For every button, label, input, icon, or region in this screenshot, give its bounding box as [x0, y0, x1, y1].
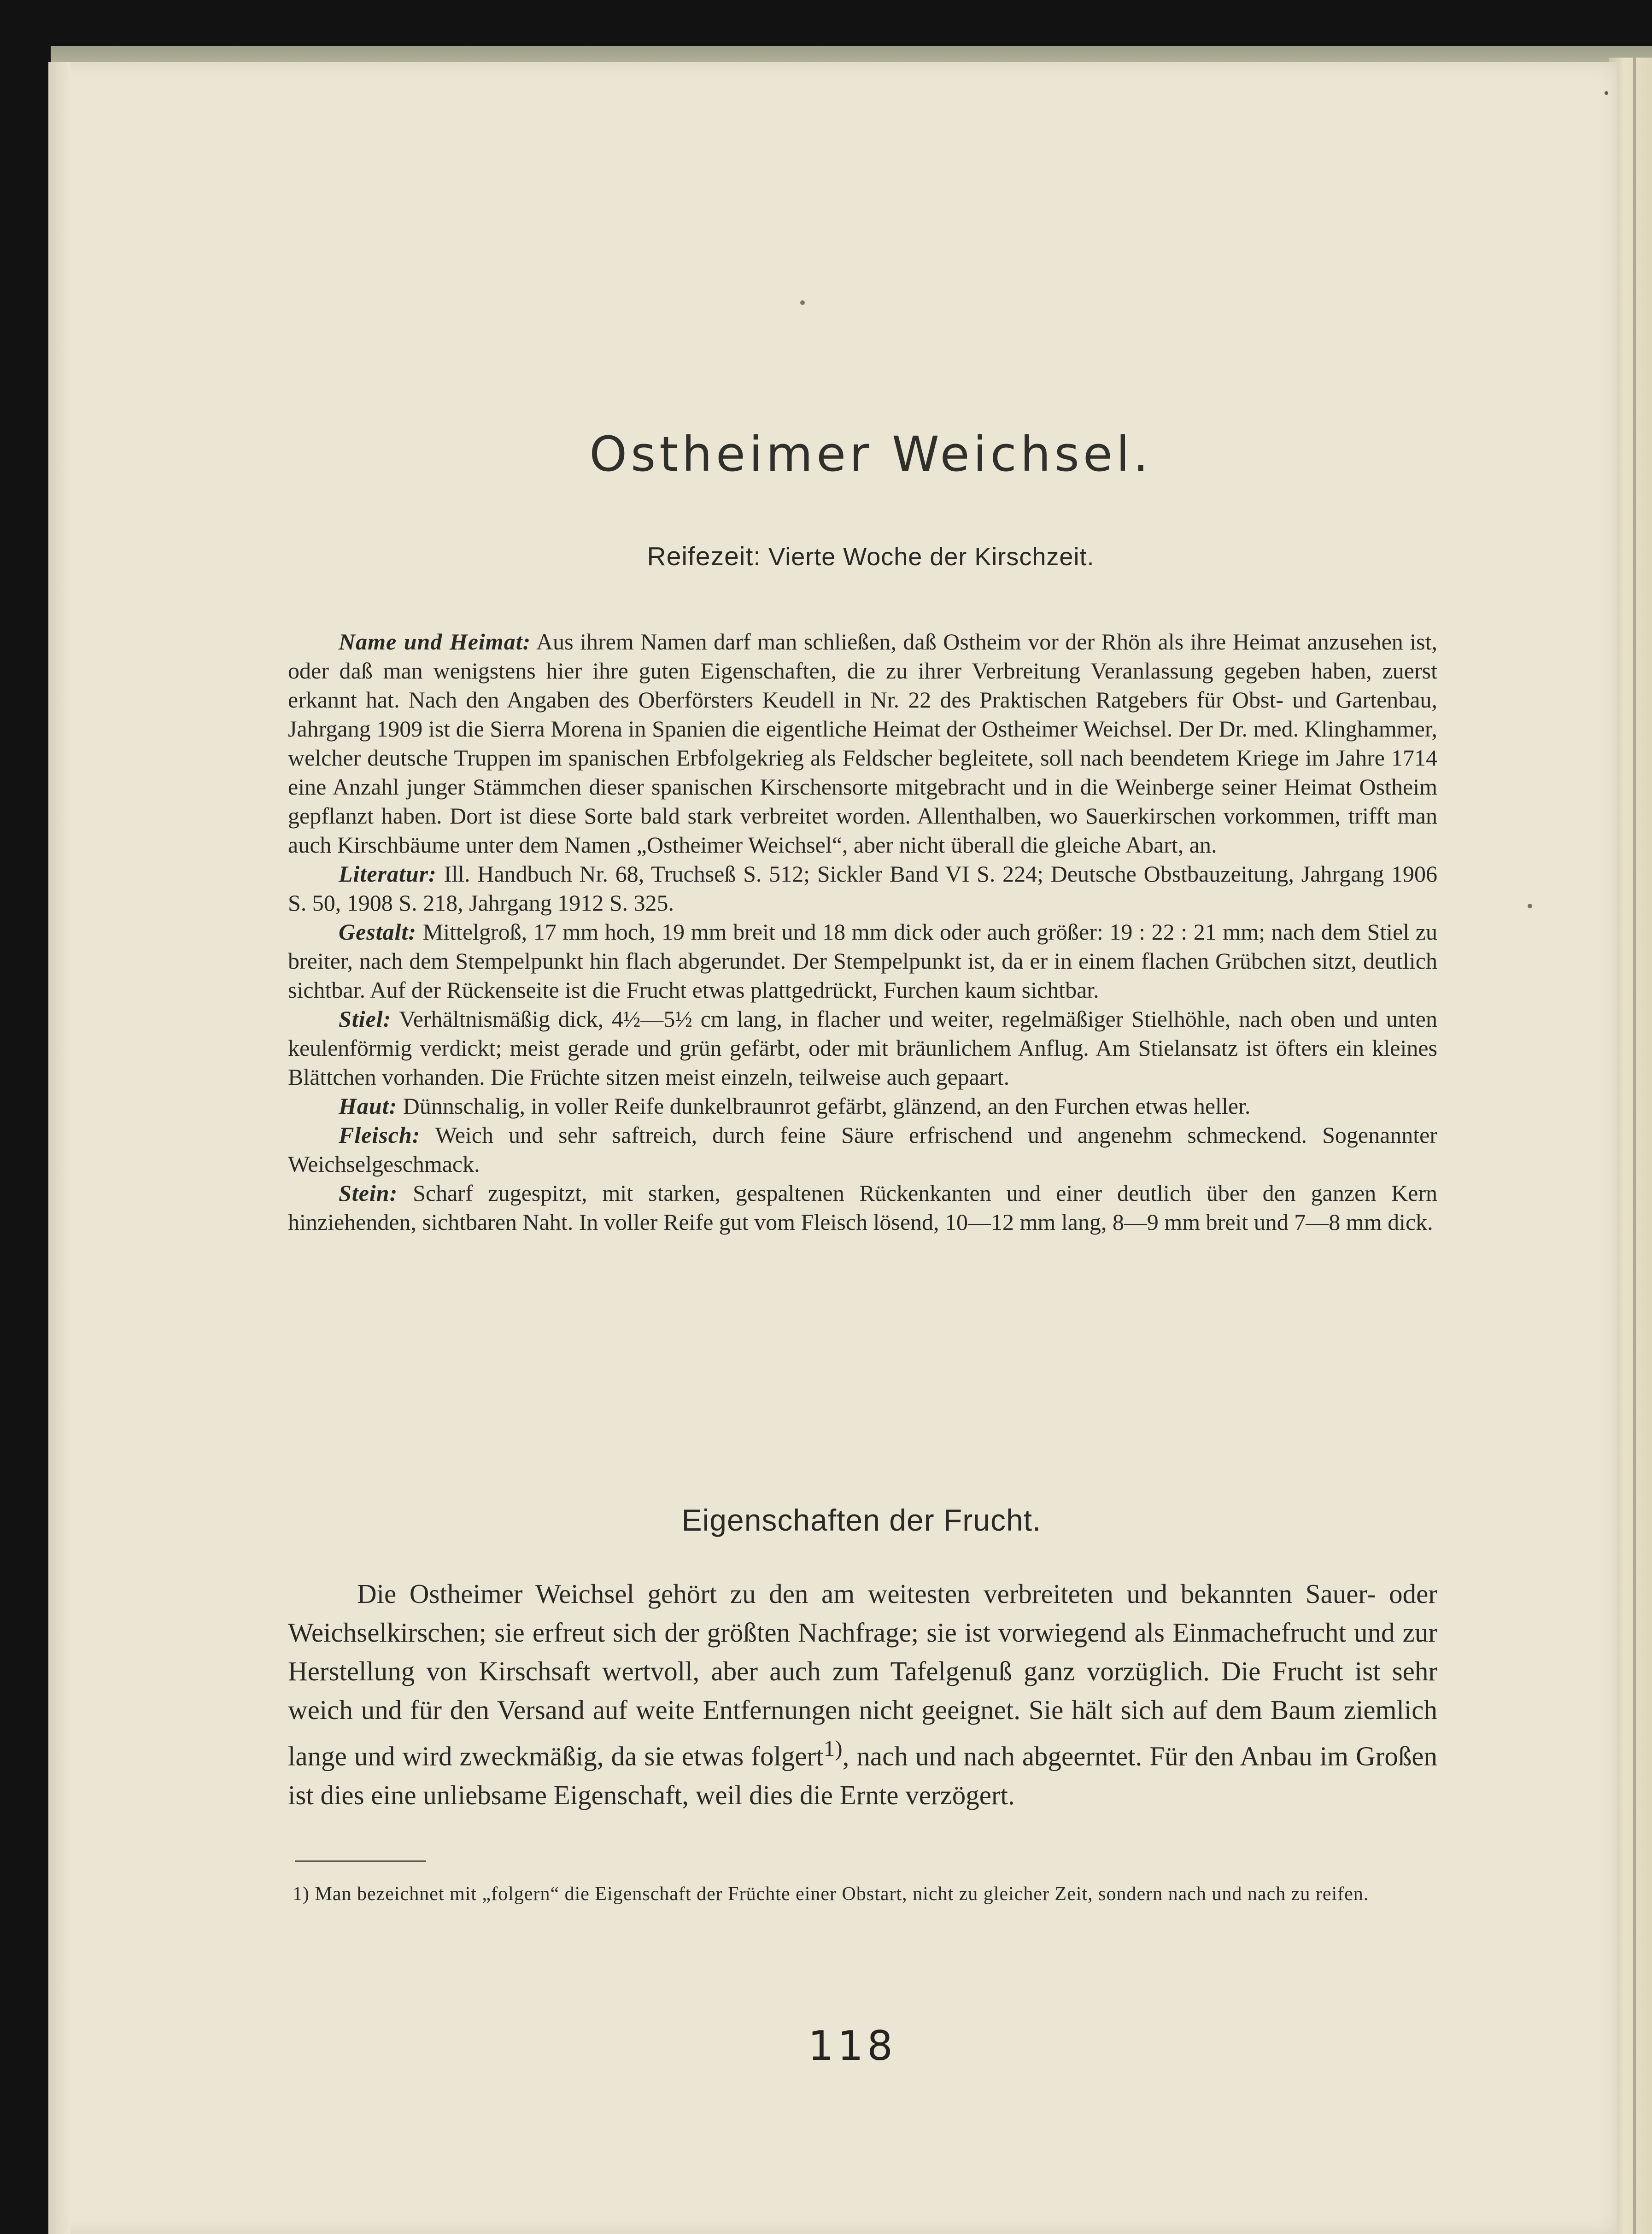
paper-spot — [1605, 91, 1608, 95]
section-text: Scharf zugespitzt, mit starken, gespaltenen Rückenkanten und einer deutlich über den ganzen Kern hinziehenden, sichtbaren Naht. In voller Reife gut vom Fleisch lösend, 10—12 mm lang, 8—9 mm breit und 7—8 mm dick. — [288, 1180, 1437, 1235]
section-label: Literatur: — [339, 861, 437, 887]
footnote — [293, 1880, 1437, 1908]
right-page-edge-shadow — [1633, 58, 1636, 2234]
eigenschaften-text-before-note: Die Ostheimer Weichsel gehört zu den am weitesten verbreiteten und bekannten Sauer- oder Weichselkirschen; sie erfreut sich der größten Nachfrage; sie ist vorwiegend als Einmachefrucht und zur Herstellung von Kirschsaft wertvoll, aber auch zum Tafelgenuß ganz vorzüglich. Die Frucht ist sehr weich und für den Versand auf weite Entfernungen nicht geeignet. Sie hält sich auf dem Baum ziemlich lange und wird zweckmäßig, da sie etwas folgert — [288, 1579, 1437, 1772]
section-fleisch — [288, 1121, 1437, 1179]
section-label: Haut: — [339, 1093, 398, 1119]
description-block — [288, 627, 1437, 1237]
section-text: Aus ihrem Namen darf man schließen, daß Ostheim vor der Rhön als ihre Heimat anzusehen ist, oder daß man wenigstens hier ihre guten Eigenschaften, die zu ihrer Verbreitung Veranlassung gegeben haben, zuerst erkannt hat. Nach den Angaben des Oberförsters Keudell in Nr. 22 des Praktischen Ratgebers für Obst- und Gartenbau, Jahrgang 1909 ist die Sierra Morena in Spanien die eigentliche Heimat der Ostheimer Weichsel. Der Dr. med. Klinghammer, welcher deutsche Truppen im spanischen Erbfolgekrieg als Feldscher begleitete, soll nach beendetem Kriege im Jahre 1714 eine Anzahl junger Stämmchen dieser spanischen Kirschensorte mitgebracht und in die Weinberge seiner Heimat Ostheim gepflanzt haben. Dort ist diese Sorte bald stark verbreitet worden. Allenthalben, wo Sauerkirschen vorkommen, trifft man auch Kirschbäume unter dem Namen „Ostheimer Weichsel“, aber nicht überall die gleiche Abart, an. — [288, 629, 1438, 858]
section-name-heimat — [288, 627, 1437, 860]
page-title: Ostheimer Weichsel. — [589, 426, 1152, 482]
footnote-reference: 1) — [823, 1736, 843, 1761]
section-label: Stein: — [339, 1180, 398, 1206]
section-gestalt — [288, 918, 1437, 1005]
section-stiel — [288, 1005, 1437, 1092]
section-label: Name und Heimat: — [339, 629, 531, 655]
paper-spot — [800, 300, 805, 305]
eigenschaften-text-after-note: , nach und nach abgeerntet. Für den Anbau im Großen ist dies eine unliebsame Eigenschaft, weil dies die Ernte verzögert. — [288, 1741, 1438, 1810]
paper-spot — [1528, 904, 1532, 908]
section-haut — [288, 1092, 1437, 1121]
section-text: Mittelgroß, 17 mm hoch, 19 mm breit und 18 mm dick oder auch größer: 19 : 22 : 21 mm; nach dem Stiel zu breiter, nach dem Stempelpunkt hin flach abgerundet. Der Stempelpunkt ist, da er in einem flachen Grübchen sitzt, deutlich sichtbar. Auf der Rückenseite ist die Frucht etwas plattgedrückt, Furchen kaum sichtbar. — [288, 919, 1437, 1003]
eigenschaften-text — [288, 1574, 1437, 1814]
ripening-value: Vierte Woche der Kirschzeit. — [768, 543, 1095, 571]
section-label: Gestalt: — [339, 919, 417, 945]
section-stein — [288, 1179, 1437, 1237]
footnote-text: Man bezeichnet mit „folgern“ die Eigenschaft der Früchte einer Obstart, nicht zu gleicher Zeit, sondern nach und nach zu reifen. — [310, 1883, 1369, 1905]
section-heading: Eigenschaften der Frucht. — [681, 1503, 1042, 1537]
section-literatur — [288, 860, 1437, 918]
section-label: Stiel: — [339, 1006, 392, 1032]
section-text: Weich und sehr saftreich, durch feine Säure erfrischend und angenehm schmeckend. Sogenannter Weichselgeschmack. — [288, 1122, 1437, 1177]
footnote-separator — [295, 1860, 426, 1862]
eigenschaften-paragraph — [288, 1574, 1437, 1814]
section-text: Ill. Handbuch Nr. 68, Truchseß S. 512; Sickler Band VI S. 224; Deutsche Obstbauzeitung, Jahrgang 1906 S. 50, 1908 S. 218, Jahrgang 1912 S. 325. — [288, 861, 1438, 916]
ripening-label: Reifezeit: — [647, 542, 762, 571]
section-text: Verhältnismäßig dick, 4½—5½ cm lang, in flacher und weiter, regelmäßiger Stielhöhle, nach oben und unten keulenförmig verdickt; meist gerade und grün gefärbt, oder mit bräunlichem Anflug. Am Stielansatz ist öfters ein kleines Blättchen vorhanden. Die Früchte sitzen meist einzeln, teilweise auch gepaart. — [288, 1006, 1437, 1090]
footnote-marker: 1) — [293, 1883, 310, 1905]
page-number: 118 — [808, 2022, 896, 2070]
left-paper-edge — [48, 62, 70, 2234]
section-label: Fleisch: — [339, 1122, 421, 1148]
ripening-time — [493, 541, 1248, 572]
section-text: Dünnschalig, in voller Reife dunkelbraunrot gefärbt, glänzend, an den Furchen etwas heller. — [403, 1093, 1251, 1119]
